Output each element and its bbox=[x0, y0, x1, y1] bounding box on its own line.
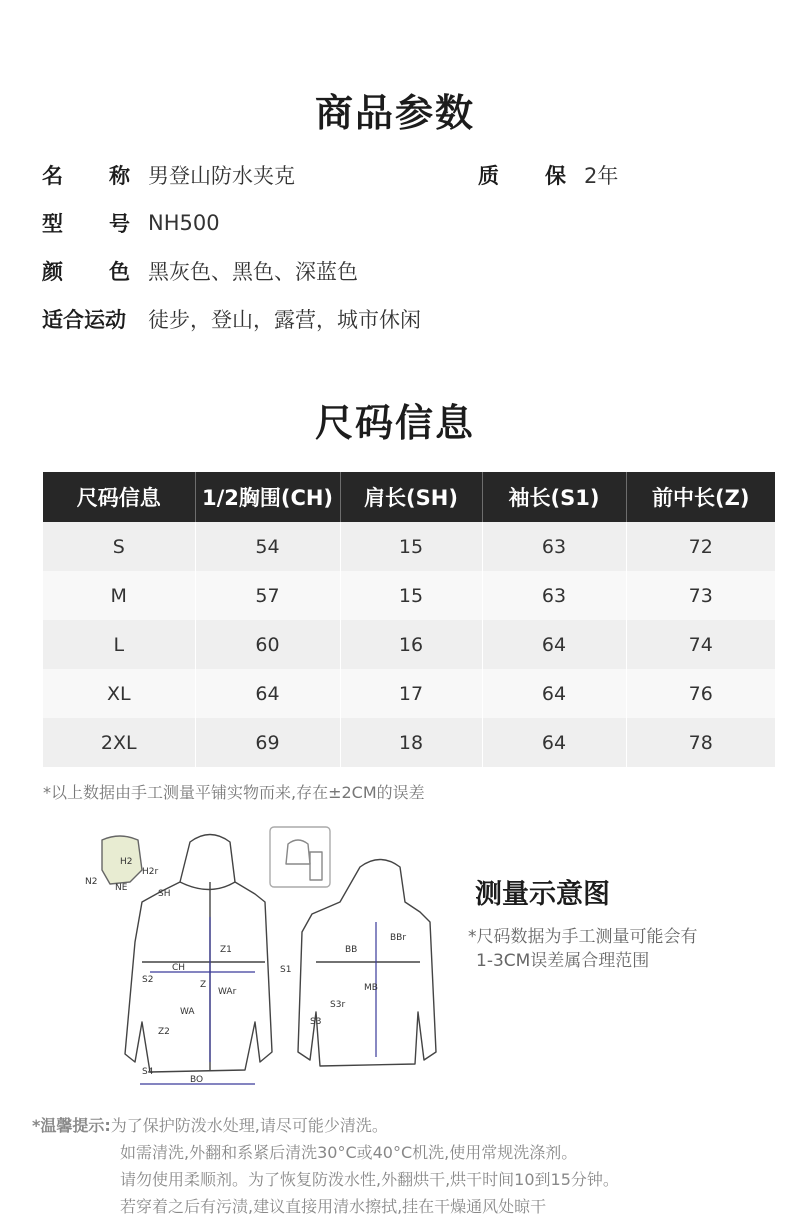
param-name-label: 名 称 bbox=[42, 164, 130, 188]
table-cell: 72 bbox=[626, 522, 775, 571]
param-sport-row bbox=[42, 304, 421, 334]
table-row bbox=[43, 718, 775, 767]
table-cell: 18 bbox=[340, 718, 482, 767]
table-row bbox=[43, 522, 775, 571]
table-cell: 57 bbox=[195, 571, 340, 620]
back-jacket-icon bbox=[298, 860, 436, 1067]
table-cell: 15 bbox=[340, 522, 482, 571]
dim-label-h2: H2 bbox=[120, 857, 133, 867]
dim-label-wa: WA bbox=[180, 1007, 195, 1017]
measurement-diagram bbox=[80, 822, 460, 1087]
size-table bbox=[43, 472, 775, 767]
dim-label-n2: N2 bbox=[85, 877, 98, 887]
param-sport-value: 徒步，登山，露营，城市休闲 bbox=[148, 308, 421, 332]
table-cell: M bbox=[43, 571, 195, 620]
param-color-value: 黑灰色、黑色、深蓝色 bbox=[148, 260, 358, 284]
dim-label-z: Z bbox=[200, 980, 207, 990]
table-cell: 60 bbox=[195, 620, 340, 669]
param-model-row bbox=[42, 208, 220, 238]
param-warranty-label: 质 保 bbox=[478, 164, 566, 188]
dim-label-s2: S2 bbox=[142, 975, 154, 985]
size-title: 尺码信息 bbox=[314, 401, 475, 445]
table-cell: 54 bbox=[195, 522, 340, 571]
table-cell: 64 bbox=[482, 620, 626, 669]
dim-label-bb: BB bbox=[345, 945, 358, 955]
table-cell: 15 bbox=[340, 571, 482, 620]
dim-label-war: WAr bbox=[218, 987, 237, 997]
table-cell: 78 bbox=[626, 718, 775, 767]
size-note: *以上数据由手工测量平铺实物而来,存在±2CM的误差 bbox=[43, 783, 425, 802]
dim-label-z1: Z1 bbox=[220, 945, 232, 955]
measure-title: 测量示意图 bbox=[475, 879, 610, 910]
dim-label-s3: S3 bbox=[310, 1017, 322, 1027]
tips-line-1: 为了保护防泼水处理,请尽可能少清洗。 bbox=[110, 1116, 388, 1135]
header-sleeve: 袖长(S1) bbox=[482, 472, 626, 522]
tips-line-4: 若穿着之后有污渍,建议直接用清水擦拭,挂在干燥通风处晾干 bbox=[120, 1197, 547, 1216]
table-cell: 64 bbox=[195, 669, 340, 718]
param-color-label: 颜 色 bbox=[42, 260, 130, 284]
dim-label-bbr: BBr bbox=[390, 933, 407, 943]
table-row bbox=[43, 620, 775, 669]
table-cell: 73 bbox=[626, 571, 775, 620]
header-size: 尺码信息 bbox=[43, 472, 195, 522]
tips-label: *温馨提示: bbox=[32, 1116, 111, 1135]
dim-label-ne: NE bbox=[115, 883, 128, 893]
header-chest: 1/2胸围(CH) bbox=[195, 472, 340, 522]
param-model-label: 型 号 bbox=[42, 212, 130, 236]
table-cell: 63 bbox=[482, 571, 626, 620]
table-cell: 2XL bbox=[43, 718, 195, 767]
params-title: 商品参数 bbox=[314, 91, 475, 135]
dim-label-ch: CH bbox=[172, 963, 186, 973]
dim-label-z2: Z2 bbox=[158, 1027, 170, 1037]
measure-desc: *尺码数据为手工测量可能会有 1-3CM误差属合理范围 bbox=[468, 927, 698, 971]
table-cell: 64 bbox=[482, 669, 626, 718]
param-color-row bbox=[42, 256, 358, 286]
inset-box-icon bbox=[270, 827, 330, 887]
tips-line-3: 请勿使用柔顺剂。为了恢复防泼水性,外翻烘干,烘干时间10到15分钟。 bbox=[120, 1170, 619, 1189]
size-table-header bbox=[43, 472, 775, 522]
dim-label-h2r: H2r bbox=[142, 867, 159, 877]
param-name-row bbox=[42, 160, 295, 190]
table-cell: 17 bbox=[340, 669, 482, 718]
table-cell: 74 bbox=[626, 620, 775, 669]
header-front-length: 前中长(Z) bbox=[626, 472, 775, 522]
table-cell: 69 bbox=[195, 718, 340, 767]
dim-label-s4: S4 bbox=[142, 1067, 154, 1077]
dim-label-bo: BO bbox=[190, 1075, 204, 1085]
param-model-value: NH500 bbox=[148, 211, 220, 235]
param-warranty-row bbox=[478, 160, 618, 190]
dim-label-s1: S1 bbox=[280, 965, 292, 975]
table-cell: XL bbox=[43, 669, 195, 718]
table-cell: 63 bbox=[482, 522, 626, 571]
table-row bbox=[43, 571, 775, 620]
param-warranty-value: 2年 bbox=[584, 164, 619, 188]
table-cell: S bbox=[43, 522, 195, 571]
dim-label-sh: SH bbox=[158, 889, 171, 899]
table-cell: 16 bbox=[340, 620, 482, 669]
table-cell: 76 bbox=[626, 669, 775, 718]
param-sport-label: 适合运动 bbox=[42, 308, 126, 332]
header-shoulder: 肩长(SH) bbox=[340, 472, 482, 522]
param-name-value: 男登山防水夹克 bbox=[148, 164, 295, 188]
table-cell: L bbox=[43, 620, 195, 669]
care-tips bbox=[32, 1112, 619, 1220]
dim-label-s3r: S3r bbox=[330, 1000, 346, 1010]
dim-label-mb: MB bbox=[364, 983, 378, 993]
tips-line-2: 如需清洗,外翻和系紧后清洗30°C或40°C机洗,使用常规洗涤剂。 bbox=[120, 1143, 578, 1162]
table-cell: 64 bbox=[482, 718, 626, 767]
table-row bbox=[43, 669, 775, 718]
